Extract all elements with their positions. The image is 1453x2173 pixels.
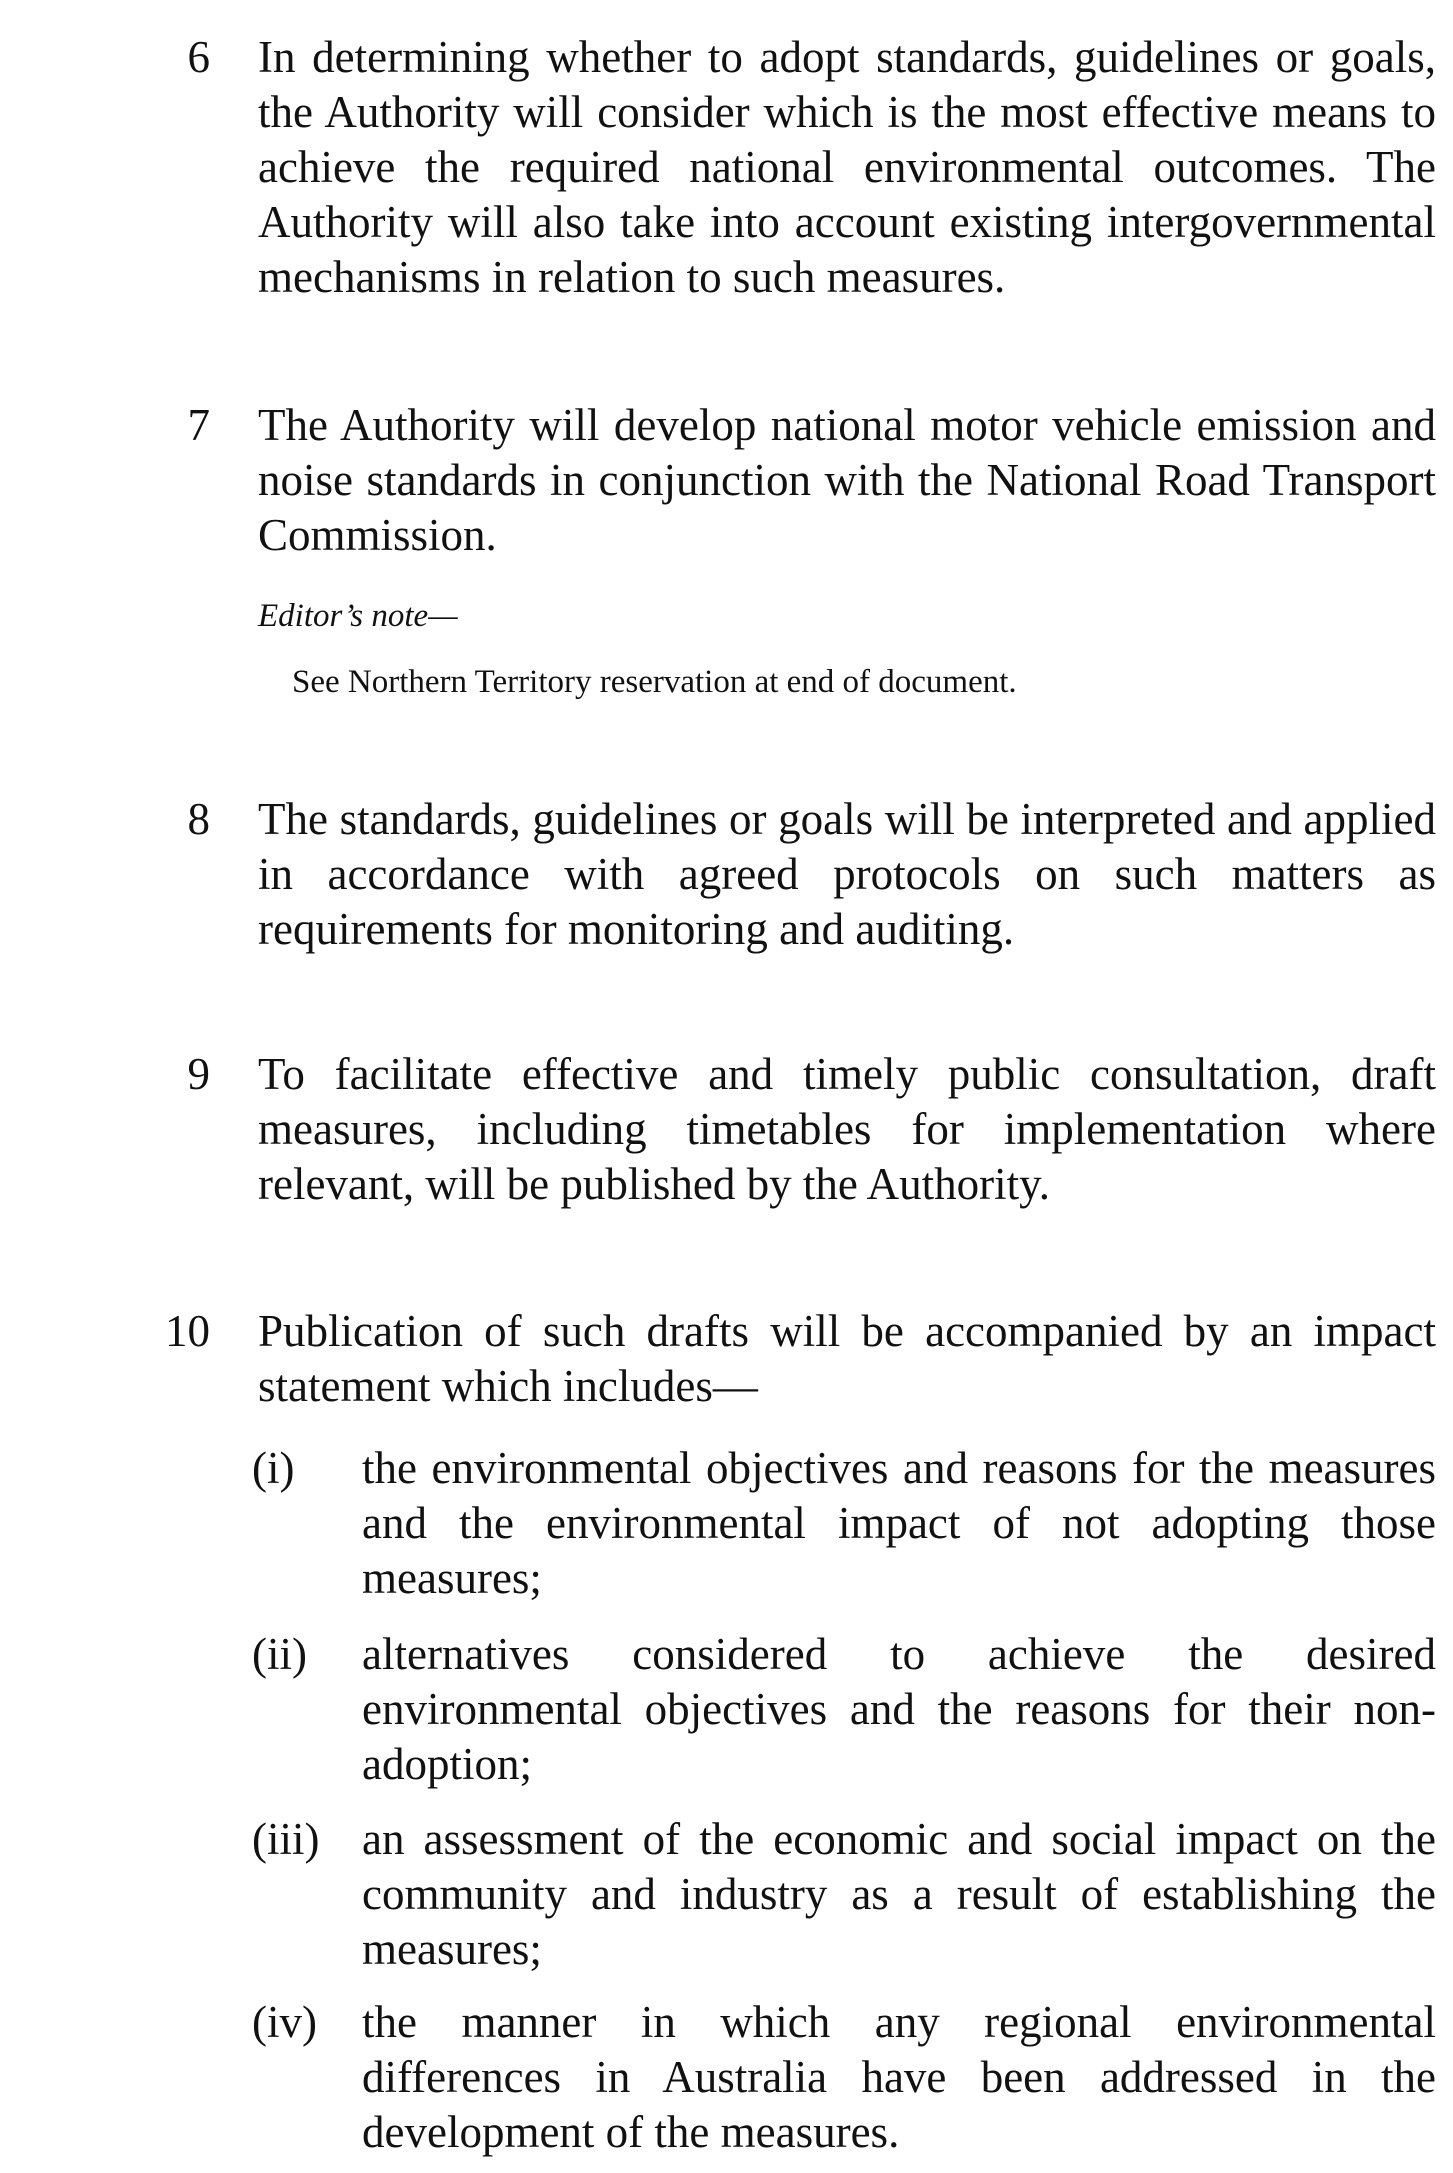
paragraph-text: To facilitate effective and timely public consultation, draft measures, including timetables for implementation where relevant, will be published by the Authority. — [258, 1049, 1436, 1209]
item-text: the environmental objectives and reasons for the measures and the environmental impact of not adopting those measures; — [362, 1443, 1436, 1603]
paragraph-text: In determining whether to adopt standards, guidelines or goals, the Authority will consider which is the most effective means to achieve the required national environmental outcomes. The Authority will also take into account existing intergovernmental mechanisms in relation to such measures. — [258, 32, 1436, 302]
item-text: the manner in which any regional environmental differences in Australia have been addressed in the development of the measures. — [362, 1997, 1436, 2157]
item-text: an assessment of the economic and social impact on the community and industry as a result of establishing the measures; — [362, 1814, 1436, 1974]
item-label: (iii) — [252, 1814, 320, 1864]
item-label: (ii) — [252, 1629, 307, 1679]
item-label: (i) — [252, 1443, 295, 1493]
paragraph-number: 9 — [187, 1049, 210, 1099]
paragraph-text: The standards, guidelines or goals will be interpreted and applied in accordance with agreed protocols on such matters as requirements for monitoring and auditing. — [258, 794, 1436, 954]
editor-note-text: See Northern Territory reservation at end of document. — [292, 664, 1017, 700]
paragraph-text: Publication of such drafts will be accompanied by an impact statement which includes— — [258, 1306, 1436, 1411]
paragraph-number: 8 — [187, 794, 210, 844]
paragraph-number: 7 — [187, 400, 210, 450]
editor-note-label: Editor’s note— — [258, 598, 458, 634]
item-label: (iv) — [252, 1997, 317, 2047]
paragraph-number: 6 — [187, 32, 210, 82]
item-text: alternatives considered to achieve the desired environmental objectives and the reasons for their non-adoption; — [362, 1629, 1436, 1789]
paragraph-number: 10 — [165, 1306, 210, 1356]
paragraph-text: The Authority will develop national motor vehicle emission and noise standards in conjunction with the National Road Transport Commission. — [258, 400, 1436, 560]
